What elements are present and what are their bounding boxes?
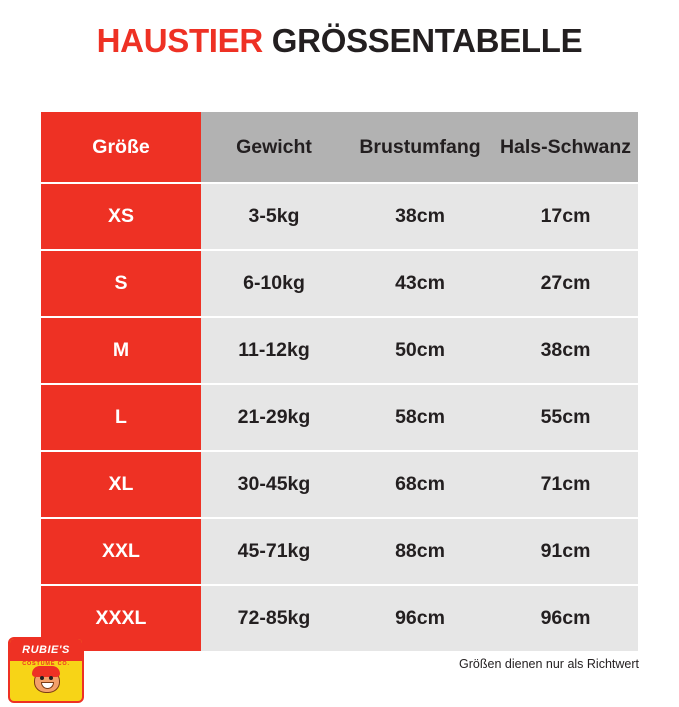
cell-chest: 68cm: [347, 451, 493, 518]
cell-chest: 50cm: [347, 317, 493, 384]
table-row: [41, 451, 638, 518]
cell-neck-to-tail: 71cm: [493, 451, 638, 518]
clown-face-icon: [31, 667, 61, 697]
column-header-weight: Gewicht: [201, 112, 347, 183]
table-row: [41, 585, 638, 651]
logo-badge: [8, 637, 84, 703]
table-row: [41, 317, 638, 384]
size-chart-page: [0, 22, 679, 707]
size-table: [41, 112, 638, 651]
cell-weight: 3-5kg: [201, 183, 347, 250]
cell-weight: 11-12kg: [201, 317, 347, 384]
column-header-chest: Brustumfang: [347, 112, 493, 183]
column-header-neck-to-tail: Hals-Schwanz: [493, 112, 638, 183]
cell-chest: 43cm: [347, 250, 493, 317]
table-header-row: [41, 112, 638, 183]
cell-size: XXL: [41, 518, 201, 585]
table-row: [41, 183, 638, 250]
cell-neck-to-tail: 27cm: [493, 250, 638, 317]
table-row: [41, 250, 638, 317]
cell-size: S: [41, 250, 201, 317]
cell-neck-to-tail: 55cm: [493, 384, 638, 451]
column-header-size: Größe: [41, 112, 201, 183]
table-row: [41, 518, 638, 585]
page-title-main: GRÖSSENTABELLE: [271, 22, 583, 59]
size-table-container: [41, 112, 638, 651]
page-title: [0, 22, 679, 60]
cell-weight: 30-45kg: [201, 451, 347, 518]
cell-neck-to-tail: 91cm: [493, 518, 638, 585]
logo-tagline-text: COSTUME CO.: [22, 660, 70, 667]
cell-size: XS: [41, 183, 201, 250]
cell-weight: 45-71kg: [201, 518, 347, 585]
cell-neck-to-tail: 96cm: [493, 585, 638, 651]
cell-weight: 72-85kg: [201, 585, 347, 651]
cell-weight: 6-10kg: [201, 250, 347, 317]
cell-chest: 88cm: [347, 518, 493, 585]
cell-chest: 58cm: [347, 384, 493, 451]
table-row: [41, 384, 638, 451]
cell-size: M: [41, 317, 201, 384]
cell-size: XL: [41, 451, 201, 518]
logo-brand-text: RUBIE'S: [10, 639, 82, 661]
cell-neck-to-tail: 17cm: [493, 183, 638, 250]
cell-size: L: [41, 384, 201, 451]
page-title-accent: HAUSTIER: [96, 22, 272, 59]
footnote-text: Größen dienen nur als Richtwert: [459, 657, 639, 671]
cell-chest: 96cm: [347, 585, 493, 651]
cell-size: XXXL: [41, 585, 201, 651]
cell-neck-to-tail: 38cm: [493, 317, 638, 384]
cell-chest: 38cm: [347, 183, 493, 250]
cell-weight: 21-29kg: [201, 384, 347, 451]
brand-logo: [8, 637, 80, 699]
